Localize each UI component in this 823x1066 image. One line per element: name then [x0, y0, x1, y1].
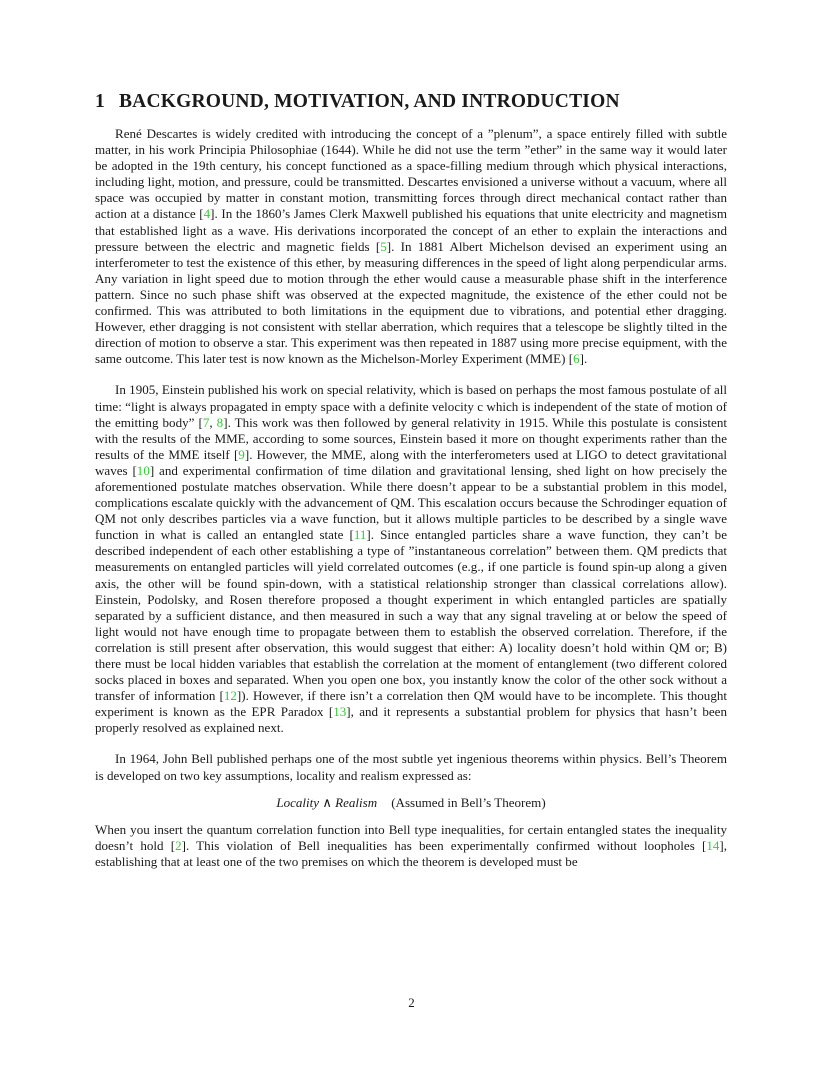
paragraph-bell [95, 751, 727, 783]
section-title: BACKGROUND, MOTIVATION, AND INTRODUCTION [118, 91, 620, 112]
text-run: . This work was then followed by general relativity in 1915. While this postulate is consistent with the results of the MME, according to some sources, Einstein based it more on thought experiments rather than the results of the MME itself [95, 414, 727, 462]
text-run: , establishing that at least one of the two premises on which the theorem is developed must be [95, 837, 727, 869]
citation-link[interactable]: 13 [333, 704, 347, 720]
citation-link[interactable]: 6 [573, 351, 580, 367]
body-text [95, 126, 727, 870]
text-run: In 1905, Einstein published his work on special relativity, which is based on perhaps the most famous postulate of all time: “light is always propagated in empty space with a definite velocity c which is independent of the state of motion of the emitting body” [95, 382, 727, 430]
text-run: . In the 1860’s James Clerk Maxwell published his equations that unite electricity and magnetism that established light as a wave. His derivations incorporated the concept of an ether to explain the interactions and pressure between the electric and magnetic fields [95, 206, 727, 254]
text-run: . [583, 351, 588, 367]
citation-link[interactable]: 12 [223, 688, 237, 704]
citation-link[interactable]: 5 [380, 238, 387, 254]
text-run: . In 1881 Albert Michelson devised an experiment using an interferometer to test the existence of this ether, by measuring differences in the speed of light along perpendicular arms. Any variation in light speed due to motion through the ether would cause a measurable phase shift in the interference pattern. Since no such phase shift was observed at the expected magnitude, the existence of the ether could not be confirmed. This was attributed to both limitations in the equipment due to vibrations, and potential ether dragging. However, ether dragging is not consistent with stellar aberration, which requires that a telescope be slightly tilted in the direction of motion to observe a star. This experiment was then repeated in 1887 using more precise equipment, with the same outcome. This later test is now known as the Michelson-Morley Experiment (MME) [95, 238, 728, 367]
text-run: . However, the MME, along with the interferometers used at LIGO to detect gravitational waves [95, 446, 727, 478]
equation-note: (Assumed in Bell’s Theorem) [391, 794, 546, 810]
text-run: René Descartes is widely credited with introducing the concept of a ”plenum”, a space entirely filled with subtle matter, in his work Principia Philosophiae (1644). While he did not use the term ”ether” in the same way it would later be adopted in the 19th century, his concept functioned as a space-filling medium through which physical interactions, including light, motion, and pressure, could be transmitted. Descartes envisioned a universe without a vacuum, where all space was occupied by matter in constant motion, transmitting forces through direct mechanical contact rather than action at a distance [95, 126, 727, 222]
citation-link[interactable]: 9 [238, 446, 245, 462]
citation-link[interactable]: 14 [706, 837, 720, 853]
section-heading [95, 91, 735, 113]
text-run: In 1964, John Bell published perhaps one of the most subtle yet ingenious theorems within physics. Bell’s Theorem is developed on two key assumptions, locality and realism expressed as: [95, 751, 727, 783]
page-number: 2 [408, 995, 415, 1010]
equation-math: Locality ∧ Realism [276, 794, 378, 810]
citation-link[interactable]: 11 [353, 527, 367, 543]
citation-link[interactable]: 8 [216, 414, 224, 430]
section-number: 1 [95, 91, 105, 112]
citation-link[interactable]: 7 [202, 414, 210, 430]
citation-link[interactable]: 10 [136, 462, 150, 478]
text-run: . Since entangled particles share a wave function, they can’t be described independent of each other establishing a type of ”instantaneous correlation” between them. QM predicts that measurements on entangled particles will yield correlated outcomes (e.g., if one particle is found spin-up along a given axis, the other will be found spin-down, with a statistical relationship stronger than classical correlations allow). Einstein, Podolsky, and Rosen therefore proposed a thought experiment in which entangled particles are spatially separated by a sufficient distance, and then measured in such a way that any signal traveling at or below the speed of light would not have enough time to propagate between them to establish the observed correlation. Therefore, if the correlation is still present after observation, this would suggest that either: A) locality doesn’t hold within QM or; B) there must be local hidden variables that establish the correlation at the moment of entanglement (two different colored socks placed in boxes and separated. When you open one box, you instantly know the color of the other sock without a transfer of information [95, 527, 727, 704]
citation-link[interactable]: 2 [175, 837, 182, 853]
paragraph-violation: When you insert the quantum correlation function into Bell type inequalities, for certain entangled states the inequality doesn’t hold [2]. This violation of Bell inequalities has been experimentally confirmed without loopholes [14], establishing that at least one of the two premises on which the theorem is developed must be [95, 821, 727, 869]
paragraph-descartes: René Descartes is widely credited with introducing the concept of a ”plenum”, a space entirely filled with subtle matter, in his work Principia Philosophiae (1644). While he did not use the term ”ether” in the same way it would later be adopted in the 19th century, his concept functioned as a space-filling medium through which physical interactions, including light, motion, and pressure, could be transmitted. Descartes envisioned a universe without a vacuum, where all space was occupied by matter in constant motion, transmitting forces through direct mechanical contact rather than action at a distance [4]. In the 1860’s James Clerk Maxwell published his equations that unite electricity and magnetism that established light as a wave. His derivations incorporated the concept of an ether to explain the interactions and pressure between the electric and magnetic fields [5]. In 1881 Albert Michelson devised an experiment using an interferometer to test the existence of this ether, by measuring differences in the speed of light along perpendicular arms. Any variation in light speed due to motion through the ether would cause a measurable phase shift in the interference pattern. Since no such phase shift was observed at the expected magnitude, the existence of the ether could not be confirmed. This was attributed to both limitations in the equipment due to vibrations, and potential ether dragging. However, ether dragging is not consistent with stellar aberration, which requires that a telescope be slightly tilted in the direction of motion to observe a star. This experiment was then repeated in 1887 using more precise equipment, with the same outcome. This later test is now known as the Michelson-Morley Experiment (MME) [6]. [95, 126, 728, 367]
text-run: . This violation of Bell inequalities has been experimentally confirmed without loopholes [185, 837, 702, 853]
text-run: When you insert the quantum correlation function into Bell type inequalities, for certain entangled states the inequality doesn’t hold [95, 821, 727, 853]
paragraph-einstein: In 1905, Einstein published his work on special relativity, which is based on perhaps the most famous postulate of all time: “light is always propagated in empty space with a definite velocity c which is independent of the state of motion of the emitting body” [7, 8]. This work was then followed by general relativity in 1915. While this postulate is consistent with the results of the MME, according to some sources, Einstein based it more on thought experiments rather than the results of the MME itself [9]. However, the MME, along with the interferometers used at LIGO to detect gravitational waves [10] and experimental confirmation of time dilation and gravitational lensing, shed light on how precisely the aforementioned postulate matches observation. While there doesn’t appear to be a substantial problem in this model, complications escalate quickly with the advancement of QM. This escalation occurs because the Schrodinger equation of QM not only describes particles via a wave function, but it allows multiple particles to be described by a single wave function in what is called an entangled state [11]. Since entangled particles share a wave function, they can’t be described independent of each other establishing a type of ”instantaneous correlation” between them. QM predicts that measurements on entangled particles will yield correlated outcomes (e.g., if one particle is found spin-up along a given axis, the other will be found spin-down, with a statistical relationship stronger than classical correlations allow). Einstein, Podolsky, and Rosen therefore proposed a thought experiment in which entangled particles are spatially separated by a sufficient distance, and then measured in such a way that any signal traveling at or below the speed of light would not have enough time to propagate between them to establish the observed correlation. Therefore, if the correlation is still present after observation, this would suggest that either: A) locality doesn’t hold within QM or; B) there must be local hidden variables that establish the correlation at the moment of entanglement (two different colored socks placed in boxes and separated. When you open one box, you instantly know the color of the other sock without a transfer of information [12]). However, if there isn’t a correlation then QM would have to be incomplete. This thought experiment is known as the EPR Paradox [13], and it represents a substantial problem for physics that hasn’t been properly resolved as explained next. [95, 382, 728, 736]
text-run: ). However, if there isn’t a correlation then QM would have to be incomplete. This thought experiment is known as the EPR Paradox [95, 688, 728, 720]
text-run: , and it represents a substantial problem for physics that hasn’t been properly resolved as explained next. [95, 704, 727, 736]
equation-bell-assumptions [95, 795, 727, 811]
citation-separator: , [209, 414, 217, 430]
text-run: and experimental confirmation of time dilation and gravitational lensing, shed light on how precisely the aforementioned postulate matches observation. While there doesn’t appear to be a substantial problem in this model, complications escalate quickly with the advancement of QM. This escalation occurs because the Schrodinger equation of QM not only describes particles via a wave function, but it allows multiple particles to be described by a single wave function in what is called an entangled state [95, 462, 727, 543]
citation-link[interactable]: 4 [203, 206, 211, 222]
